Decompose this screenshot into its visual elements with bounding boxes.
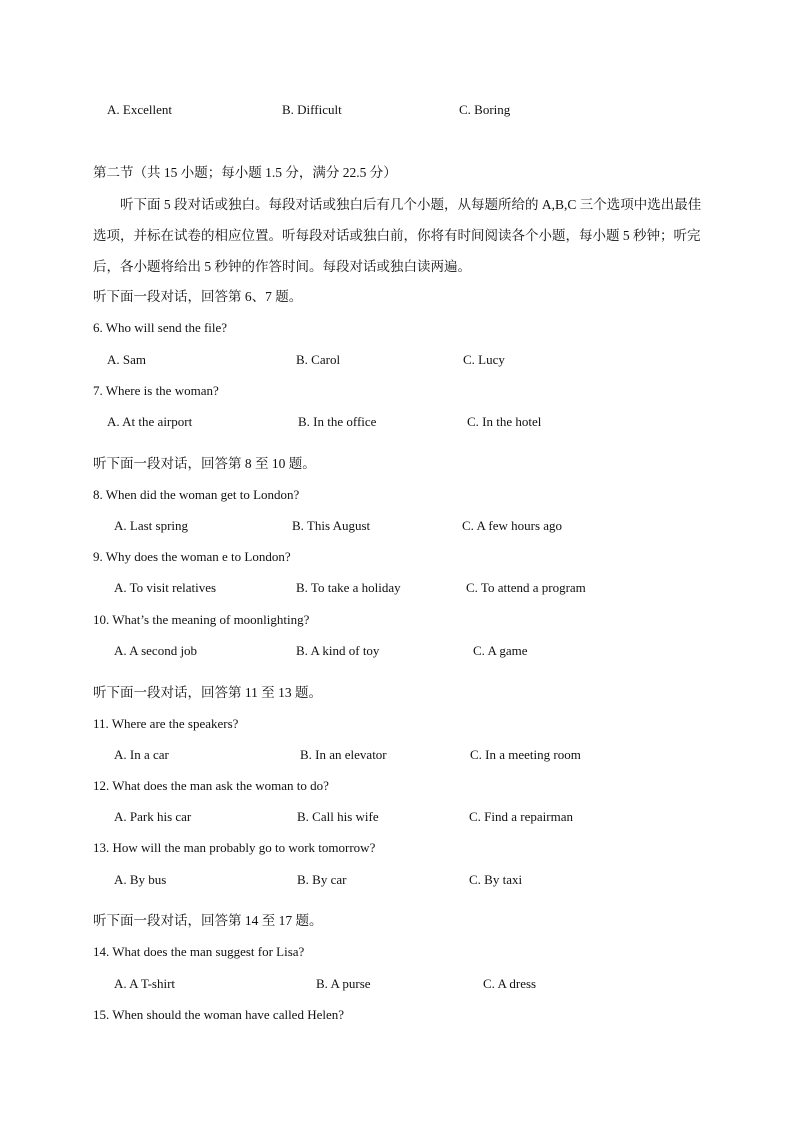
q14-option-a: A. A T-shirt xyxy=(114,976,176,991)
q13-option-c: C. By taxi xyxy=(469,872,523,887)
q10-option-b: B. A kind of toy xyxy=(296,643,380,658)
q9-option-b: B. To take a holiday xyxy=(296,580,401,595)
section-heading: 第二节（共 15 小题；每小题 1.5 分，满分 22.5 分） xyxy=(93,165,397,180)
q12-option-c: C. Find a repairman xyxy=(469,809,573,824)
q6-option-c: C. Lucy xyxy=(463,352,505,367)
question-7: 7. Where is the woman? xyxy=(93,383,219,398)
q10-option-a: A. A second job xyxy=(114,643,198,658)
question-15: 15. When should the woman have called Helen? xyxy=(93,1007,345,1022)
q8-option-b: B. This August xyxy=(292,518,371,533)
question-8: 8. When did the woman get to London? xyxy=(93,487,300,502)
q6-option-a: A. Sam xyxy=(107,352,146,367)
group-heading-4: 听下面一段对话，回答第 14 至 17 题。 xyxy=(93,913,323,928)
q9-option-a: A. To visit relatives xyxy=(114,580,217,595)
question-6: 6. Who will send the file? xyxy=(93,320,228,335)
q7-option-c: C. In the hotel xyxy=(467,414,542,429)
q5-option-a: A. Excellent xyxy=(107,102,172,117)
q5-option-b: B. Difficult xyxy=(282,102,342,117)
q11-option-c: C. In a meeting room xyxy=(470,747,581,762)
q6-option-b: B. Carol xyxy=(296,352,341,367)
q9-option-c: C. To attend a program xyxy=(466,580,586,595)
q10-option-c: C. A game xyxy=(473,643,528,658)
q12-option-a: A. Park his car xyxy=(114,809,192,824)
question-13: 13. How will the man probably go to work tomorrow? xyxy=(93,840,376,855)
q7-option-a: A. At the airport xyxy=(107,414,193,429)
question-9: 9. Why does the woman e to London? xyxy=(93,549,291,564)
q5-option-c: C. Boring xyxy=(459,102,511,117)
q13-option-b: B. By car xyxy=(297,872,347,887)
question-14: 14. What does the man suggest for Lisa? xyxy=(93,944,305,959)
question-10: 10. What’s the meaning of moonlighting? xyxy=(93,612,310,627)
q13-option-a: A. By bus xyxy=(114,872,167,887)
group-heading-1: 听下面一段对话，回答第 6、7 题。 xyxy=(93,289,303,304)
q8-option-a: A. Last spring xyxy=(114,518,189,533)
q14-option-c: C. A dress xyxy=(483,976,537,991)
q11-option-b: B. In an elevator xyxy=(300,747,387,762)
question-11: 11. Where are the speakers? xyxy=(93,716,239,731)
group-heading-2: 听下面一段对话，回答第 8 至 10 题。 xyxy=(93,456,316,471)
q11-option-a: A. In a car xyxy=(114,747,169,762)
section-instructions: 听下面 5 段对话或独白。每段对话或独白后有几个小题，从每题所给的 A,B,C 三个选项中选出最佳选项，并标在试卷的相应位置。听每段对话或独白前，你将有时间阅读各个小题，每小题 5 秒钟；听完后，各小题将给出 5 秒钟的作答时间。每段对话或独白读两遍。 xyxy=(93,197,702,274)
q7-option-b: B. In the office xyxy=(298,414,377,429)
q14-option-b: B. A purse xyxy=(316,976,371,991)
q8-option-c: C. A few hours ago xyxy=(462,518,563,533)
q12-option-b: B. Call his wife xyxy=(297,809,379,824)
group-heading-3: 听下面一段对话，回答第 11 至 13 题。 xyxy=(93,685,322,700)
question-12: 12. What does the man ask the woman to do? xyxy=(93,778,329,793)
